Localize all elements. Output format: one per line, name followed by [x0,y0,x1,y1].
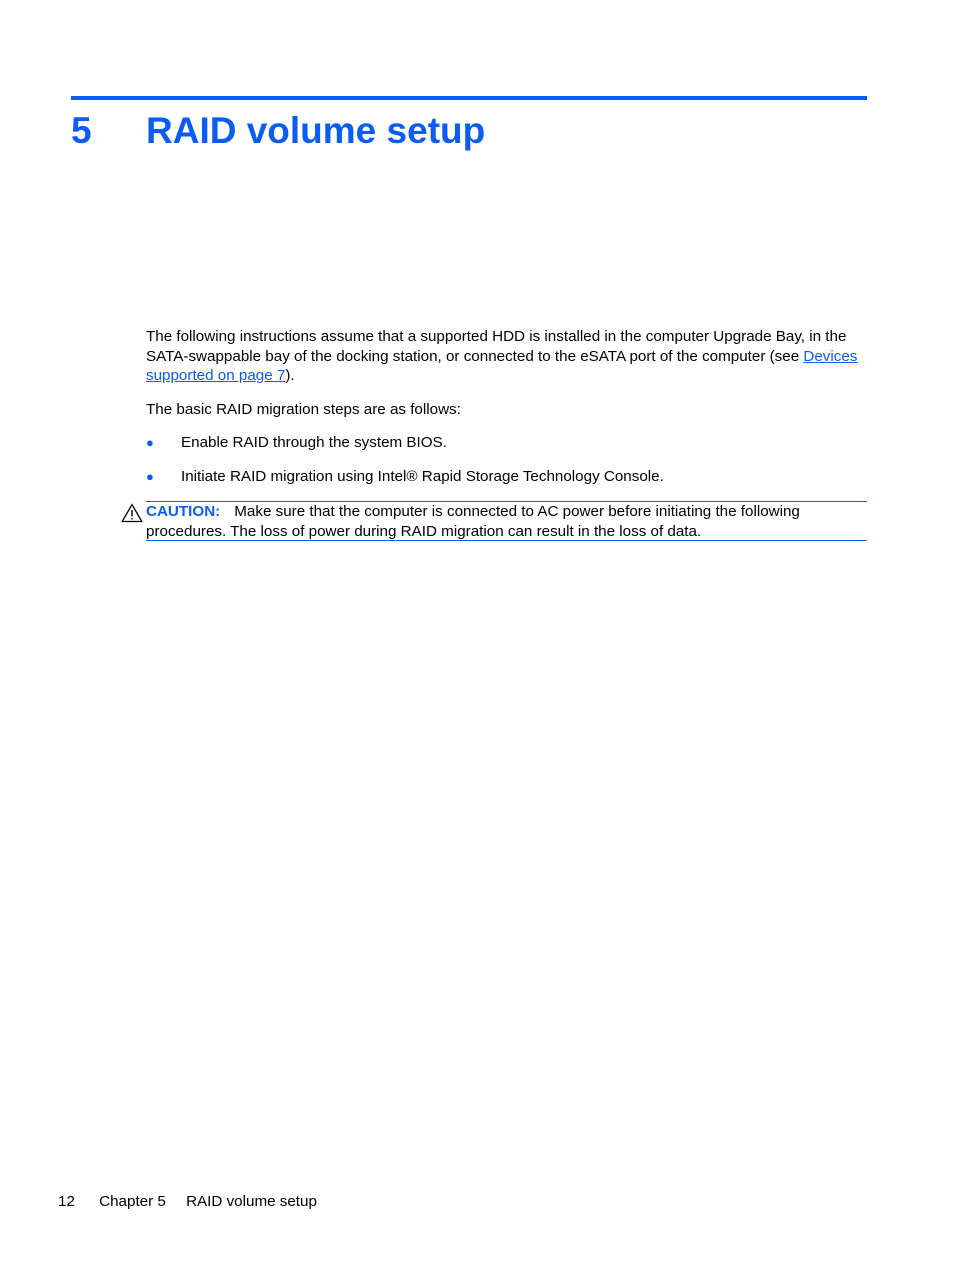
list-item [146,467,867,487]
chapter-title: RAID volume setup [146,110,486,151]
steps-lead: The basic RAID migration steps are as follows: [146,401,461,418]
chapter-heading [71,106,867,156]
bullet-icon: ● [146,469,154,484]
footer-chapter-title: RAID volume setup [186,1193,317,1210]
caution-text-block [146,502,867,541]
devices-supported-link[interactable]: Devices supported on page 7 [146,347,858,384]
caution-label: CAUTION: [146,503,221,520]
list-item [146,433,867,453]
intro-paragraph [146,327,867,386]
intro-text-before-link: The following instructions assume that a supported HDD is installed in the computer Upgrade Bay, in the SATA-swappable bay of the docking station, or connected to the eSATA port of the computer (see [146,328,847,365]
intro-text-after-link: ). [285,367,295,384]
steps-list [146,433,867,501]
step-text: Initiate RAID migration using Intel® Rapid Storage Technology Console. [181,468,664,485]
page-footer [58,1192,317,1212]
chapter-number: 5 [71,110,92,151]
footer-page-number: 12 [58,1193,75,1210]
caution-box [146,501,867,541]
warning-triangle-icon [121,503,143,523]
bullet-icon: ● [146,435,154,450]
step-text: Enable RAID through the system BIOS. [181,434,447,451]
chapter-rule [71,96,867,100]
footer-chapter-label: Chapter 5 [99,1193,166,1210]
caution-message: Make sure that the computer is connected to AC power before initiating the following procedures. The loss of power during RAID migration can result in the loss of data. [146,503,800,540]
